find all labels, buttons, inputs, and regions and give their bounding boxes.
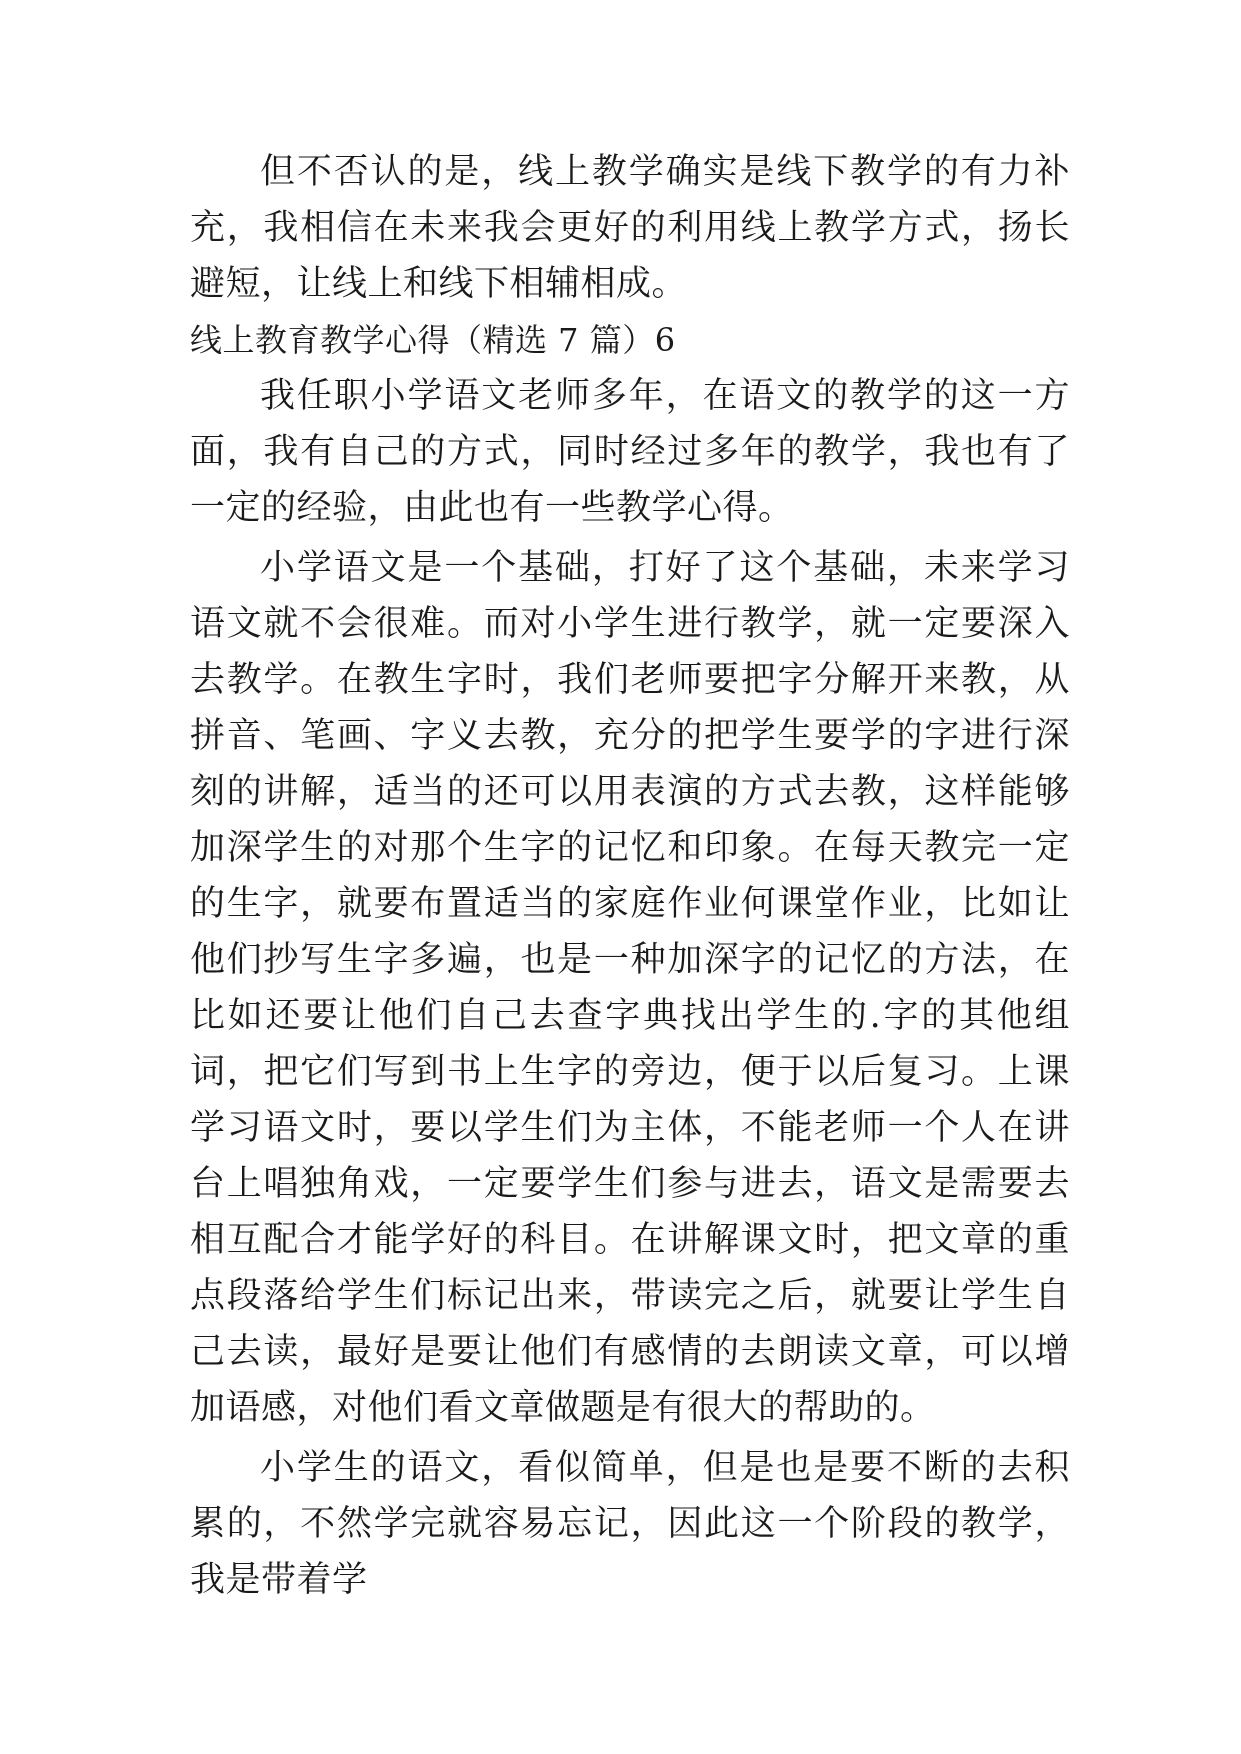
paragraph-2: 我任职小学语文老师多年，在语文的教学的这一方面，我有自己的方式，同时经过多年的教学，我也有了一定的经验，由此也有一些教学心得。 — [190, 376, 1070, 528]
paragraph-4: 小学生的语文，看似简单，但是也是要不断的去积累的，不然学完就容易忘记，因此这一个阶段的教学，我是带着学 — [190, 1448, 1070, 1600]
document-body — [190, 144, 1070, 1608]
section-heading: 线上教育教学心得（精选 7 篇）6 — [190, 321, 676, 359]
paragraph-3: 小学语文是一个基础，打好了这个基础，未来学习语文就不会很难。而对小学生进行教学，就一定要深入去教学。在教生字时，我们老师要把字分解开来教，从拼音、笔画、字义去教，充分的把学生要学的字进行深刻的讲解，适当的还可以用表演的方式去教，这样能够加深学生的对那个生字的记忆和印象。在每天教完一定的生字，就要布置适当的家庭作业何课堂作业，比如让他们抄写生字多遍，也是一种加深字的记忆的方法，在比如还要让他们自己去查字典找出学生的.字的其他组词，把它们写到书上生字的旁边，便于以后复习。上课学习语文时，要以学生们为主体，不能老师一个人在讲台上唱独角戏，一定要学生们参与进去，语文是需要去相互配合才能学好的科目。在讲解课文时，把文章的重点段落给学生们标记出来，带读完之后，就要让学生自己去读，最好是要让他们有感情的去朗读文章，可以增加语感，对他们看文章做题是有很大的帮助的。 — [190, 548, 1070, 1428]
paragraph-1: 但不否认的是，线上教学确实是线下教学的有力补充，我相信在未来我会更好的利用线上教学方式，扬长避短，让线上和线下相辅相成。 — [190, 152, 1070, 304]
